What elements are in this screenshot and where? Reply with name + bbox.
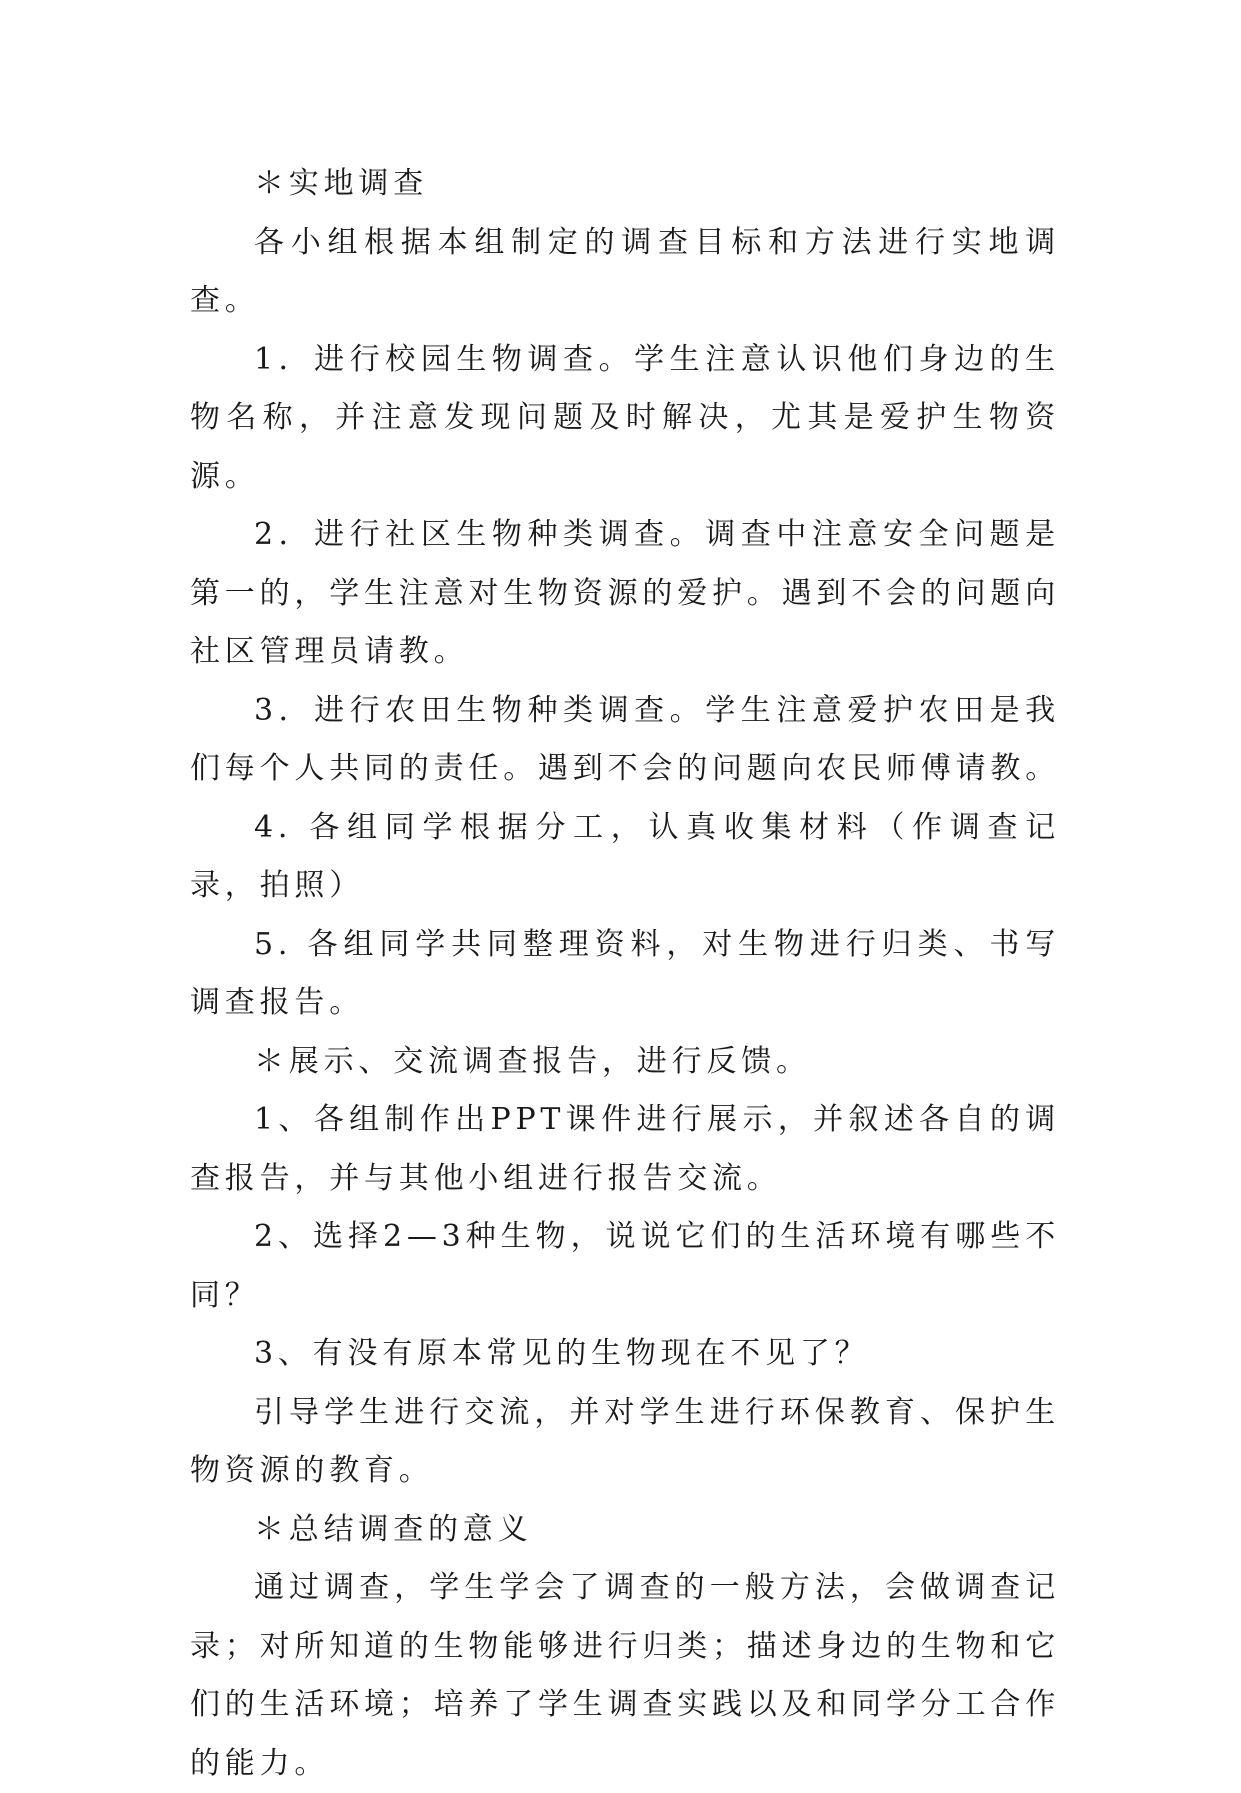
paragraph-step-1: 1．进行校园生物调查。学生注意认识他们身边的生物名称，并注意发现问题及时解决，尤其是爱护生物资源。: [190, 341, 1060, 494]
paragraph-step-2: 2．进行社区生物种类调查。调查中注意安全问题是第一的，学生注意对生物资源的爱护。遇到不会的问题向社区管理员请教。: [190, 517, 1060, 669]
paragraph-intro: 各小组根据本组制定的调查目标和方法进行实地调查。: [190, 224, 1060, 318]
paragraph-step-3: 3．进行农田生物种类调查。学生注意爱护农田是我们每个人共同的责任。遇到不会的问题向农民师傅请教。: [190, 692, 1060, 786]
paragraph-report-2: 2、选择2—3种生物，说说它们的生活环境有哪些不同？: [190, 1219, 1060, 1313]
paragraph-step-5: 5. 各组同学共同整理资料，对生物进行归类、书写调查报告。: [190, 926, 1060, 1020]
paragraph-summary: 通过调查，学生学会了调查的一般方法，会做调查记录；对所知道的生物能够进行归类；描述身边的生物和它们的生活环境；培养了学生调查实践以及和同学分工合作的能力。: [190, 1570, 1060, 1781]
section-heading-summary: ＊总结调查的意义: [254, 1511, 533, 1547]
paragraph-step-4: 4. 各组同学根据分工，认真收集材料（作调查记录，拍照）: [190, 809, 1060, 903]
paragraph-guidance: 引导学生进行交流，并对学生进行环保教育、保护生物资源的教育。: [190, 1394, 1060, 1488]
paragraph-report-3: 3、有没有原本常见的生物现在不见了？: [254, 1336, 870, 1371]
document-page: [190, 155, 1060, 1793]
section-heading-report: ＊展示、交流调查报告，进行反馈。: [254, 1043, 811, 1079]
section-heading-field-survey: ＊实地调查: [254, 166, 428, 201]
paragraph-report-1: 1、各组制作出PPT课件进行展示，并叙述各自的调查报告，并与其他小组进行报告交流。: [190, 1102, 1060, 1196]
